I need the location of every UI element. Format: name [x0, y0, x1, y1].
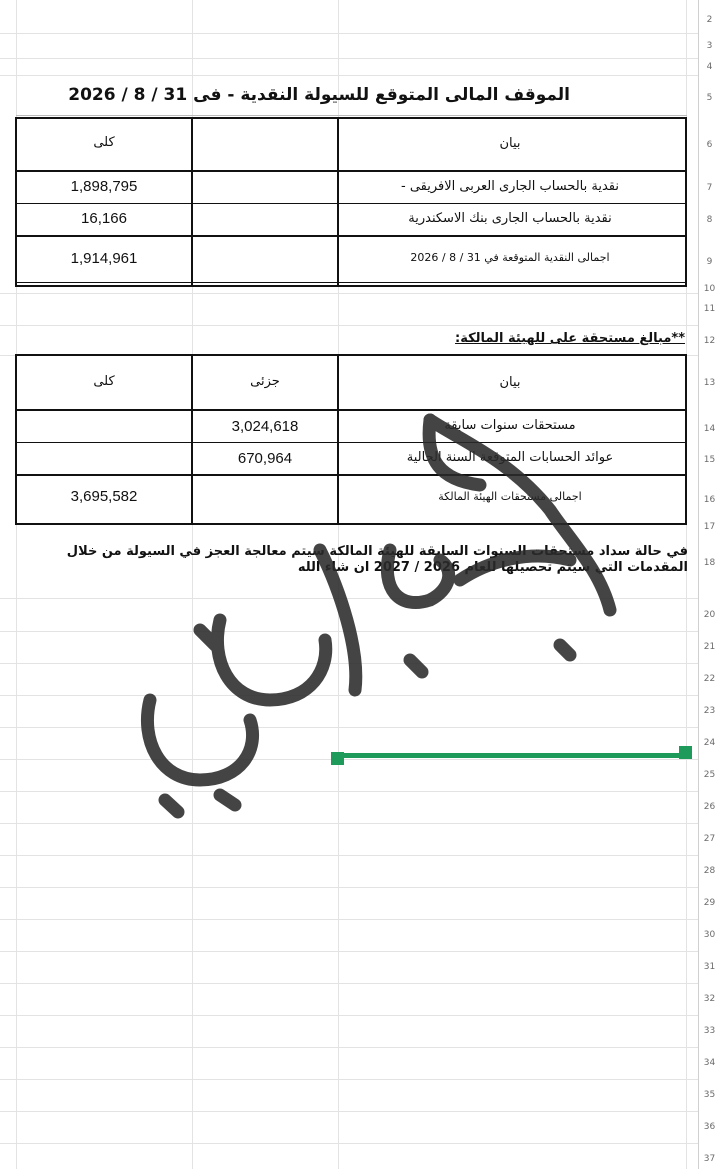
row-number[interactable]: 37 [703, 1154, 716, 1164]
header-total[interactable]: كلى [93, 135, 115, 150]
row-number[interactable]: 31 [703, 962, 716, 972]
cell-total[interactable]: 3,695,582 [70, 488, 138, 505]
row-number[interactable]: 12 [703, 336, 716, 346]
page-title[interactable]: الموقف المالى المتوقع للسيولة النقدية - فى 31 / 8 / 2026 [68, 85, 570, 105]
note-paragraph[interactable]: في حالة سداد مستحقات السنوات السابقة للهيئة المالكة سيتم معالجة العجز في السيولة من خلال المقدمات التي سيتم تحصيلها للعام 2026 / 2027 ان شاء الله [66, 544, 688, 575]
note-heading[interactable]: **مبالغ مستحقة على للهيئة المالكة: [455, 331, 685, 346]
header-statement[interactable]: بيان [499, 136, 521, 151]
row-number[interactable]: 28 [703, 866, 716, 876]
cell-total[interactable]: 1,914,961 [70, 250, 138, 267]
row-number[interactable]: 33 [703, 1026, 716, 1036]
header-statement[interactable]: بيان [499, 375, 521, 390]
row-number[interactable]: 9 [706, 257, 713, 267]
row-divider [15, 170, 687, 172]
row-number[interactable]: 27 [703, 834, 716, 844]
row-number[interactable]: 17 [703, 522, 716, 532]
row-number[interactable]: 7 [706, 183, 713, 193]
cell-statement[interactable]: مستحقات سنوات سابقة [444, 418, 576, 433]
column-divider [191, 354, 193, 525]
row-number[interactable]: 35 [703, 1090, 716, 1100]
row-divider [15, 442, 687, 443]
row-number[interactable]: 6 [706, 140, 713, 150]
cell-statement[interactable]: عوائد الحسابات المتوقعة السنة الحالية [406, 450, 614, 465]
row-number[interactable]: 3 [706, 41, 713, 51]
title-underline [16, 115, 687, 116]
cell-partial[interactable]: 3,024,618 [231, 418, 299, 435]
row-number[interactable]: 13 [703, 378, 716, 388]
row-number[interactable]: 30 [703, 930, 716, 940]
row-number[interactable]: 23 [703, 706, 716, 716]
row-number[interactable]: 15 [703, 455, 716, 465]
row-number[interactable]: 32 [703, 994, 716, 1004]
cell-total[interactable]: 1,898,795 [70, 178, 138, 195]
header-total[interactable]: كلى [93, 374, 115, 389]
row-number[interactable]: 34 [703, 1058, 716, 1068]
cell-partial[interactable]: 670,964 [237, 450, 293, 467]
row-number[interactable]: 4 [706, 62, 713, 72]
cell-statement[interactable]: اجمالى مستحقات الهيئة المالكة [438, 490, 582, 503]
cell-total[interactable]: 16,166 [81, 210, 127, 227]
column-divider [191, 117, 193, 287]
cell-statement[interactable]: نقدية بالحساب الجارى العربى الافريقى - [401, 179, 619, 194]
row-number[interactable]: 18 [703, 558, 716, 568]
cell-statement[interactable]: نقدية بالحساب الجارى بنك الاسكندرية [408, 211, 612, 226]
column-divider [337, 354, 339, 525]
row-divider [15, 409, 687, 411]
row-number[interactable]: 16 [703, 495, 716, 505]
row-number[interactable]: 14 [703, 424, 716, 434]
row-divider [15, 282, 687, 283]
row-number[interactable]: 10 [703, 284, 716, 294]
row-number[interactable]: 5 [706, 93, 713, 103]
row-number[interactable]: 26 [703, 802, 716, 812]
cell-selection[interactable] [338, 753, 691, 758]
header-partial[interactable]: جزئى [250, 374, 280, 389]
row-divider [15, 203, 687, 204]
row-divider [15, 474, 687, 476]
row-number[interactable]: 2 [706, 15, 713, 25]
row-number[interactable]: 21 [703, 642, 716, 652]
selection-handle-start[interactable] [331, 752, 344, 765]
row-number[interactable]: 25 [703, 770, 716, 780]
row-divider [15, 235, 687, 237]
row-number[interactable]: 11 [703, 304, 716, 314]
row-number[interactable]: 29 [703, 898, 716, 908]
cell-statement[interactable]: اجمالى النقدية المتوقعة في 31 / 8 / 2026 [410, 251, 610, 264]
row-number[interactable]: 20 [703, 610, 716, 620]
column-divider [337, 117, 339, 287]
row-number[interactable]: 8 [706, 215, 713, 225]
row-number[interactable]: 22 [703, 674, 716, 684]
row-number[interactable]: 36 [703, 1122, 716, 1132]
row-number[interactable]: 24 [703, 738, 716, 748]
selection-handle-end[interactable] [679, 746, 692, 759]
